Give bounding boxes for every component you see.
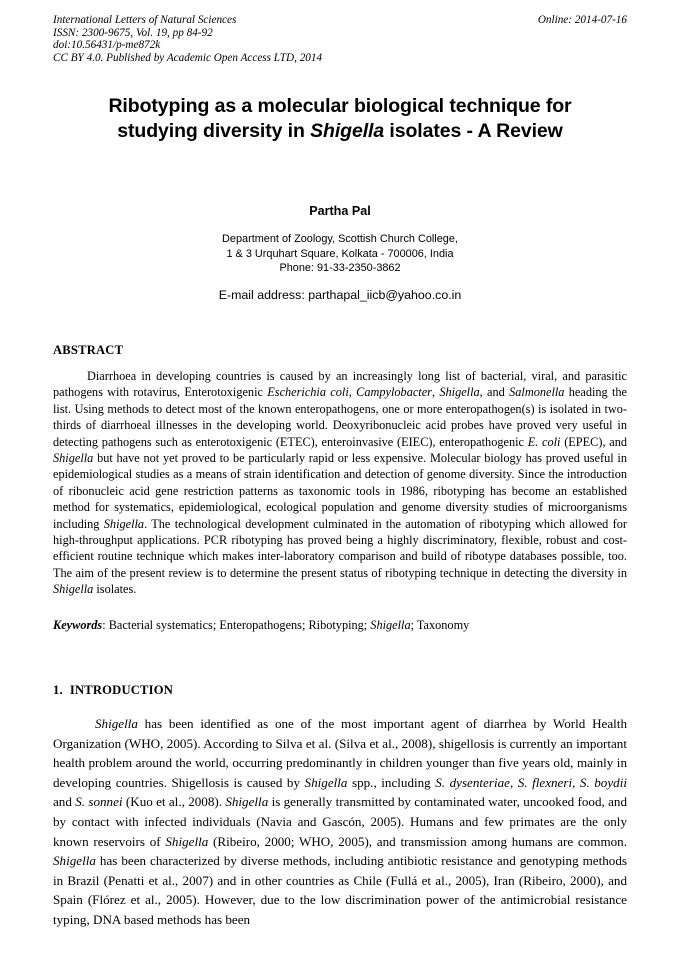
intro-text-c: and — [53, 794, 76, 810]
section-number: 1. — [53, 683, 63, 698]
title-line-2-suffix: isolates - A Review — [384, 120, 563, 143]
intro-text-f: (Ribeiro, 2000; WHO, 2005), and transmission among humans are common. — [208, 833, 628, 849]
abstract-italic-4: Salmonella — [509, 385, 565, 400]
abstract-text-a: Diarrhoea in developing countries is caused by an increasingly long list of bacterial, viral, and parasitic pathogens with rotavirus, Enterotoxigenic — [53, 368, 627, 400]
abstract-text-e: heading the list. Using methods to detect most of the known enteropathogens, one or more enteropathogen(s) is isolated in two-thirds of diarrhoeal illnesses in the developing world. Deoxyribonucleic acid probes have proved very useful in detecting pathogens such as enterotoxigenic (ETEC), enteroinvasive (EIEC), enteropathogenic — [53, 385, 628, 449]
abstract-text-d: , and — [479, 385, 510, 400]
intro-italic-6: Shigella — [165, 833, 209, 849]
affiliation-line-1: Department of Zoology, Scottish Church College, — [222, 233, 458, 246]
abstract-text-c: , — [431, 385, 440, 400]
abstract-italic-1: Escherichia coli — [267, 385, 349, 400]
keywords-label: Keywords — [53, 617, 103, 632]
abstract-text-j: isolates. — [93, 582, 137, 597]
abstract-italic-5: E. coli — [527, 434, 561, 449]
intro-text-g: has been characterized by diverse methods, including antibiotic resistance and genotyping methods in Brazil (Penatti et al., 2007) and in other countries as Chile (Fullá et al., 2005), Iran (Ribeiro, 2000), and Spain (Flórez et al., 2005). However, due to the low discrimination power of the antimicrobial resistance typing, DNA based methods has been — [53, 853, 627, 928]
intro-text-e: is generally transmitted by contaminated water, uncooked food, and by contact with infected individuals (Navia and Gascón, 2005). Humans and few primates are the only known reservoirs of — [53, 794, 627, 849]
intro-text-d: (Kuo et al., 2008). — [122, 794, 226, 810]
author-block — [53, 204, 627, 303]
abstract-text-f: (EPEC), and — [560, 434, 628, 449]
license-line: CC BY 4.0. Published by Academic Open Access LTD, 2014 — [53, 51, 323, 64]
abstract-text-b: , — [348, 385, 357, 400]
title-line-1: Ribotyping as a molecular biological technique for — [108, 95, 572, 118]
intro-italic-1: Shigella — [95, 716, 138, 732]
abstract-italic-3: Shigella — [439, 385, 480, 400]
intro-text-a: has been identified as one of the most important agent of diarrhea by World Health Organization (WHO, 2005). According to Silva et al. (Silva et al., 2008), shigellosis is currently an important health problem around the world, occurring predominantly in children younger than five years old, mainly in developing countries. Shigellosis is caused by — [53, 716, 627, 790]
title-organism-name: Shigella — [310, 120, 385, 143]
author-email: E-mail address: parthapal_iicb@yahoo.co.in — [218, 287, 462, 302]
section-title: INTRODUCTION — [69, 683, 174, 698]
doi-line: doi:10.56431/p-me872k — [53, 39, 161, 52]
keywords-line — [53, 617, 627, 633]
intro-italic-4: S. sonnei — [75, 794, 123, 810]
journal-header — [53, 14, 627, 64]
introduction-paragraph — [53, 714, 627, 930]
online-date: Online: 2014-07-16 — [537, 14, 627, 26]
page-content — [53, 14, 627, 930]
intro-italic-3: S. dysenteriae, S. flexneri, S. boydii — [435, 774, 627, 790]
keywords-italic: Shigella — [370, 617, 411, 632]
abstract-italic-2: Campylobacter — [356, 385, 432, 400]
author-phone: Phone: 91-33-2350-3862 — [279, 261, 401, 274]
abstract-italic-8: Shigella — [53, 582, 94, 597]
abstract-paragraph — [53, 368, 627, 598]
abstract-text-g: but have not yet proved to be particularly rapid or less expensive. Molecular biology has proved useful in epidemiological studies as a means of strain identification and detection of genome diversity. Since the introduction of ribonucleic acid gene restriction patterns as taxonomic tools in 1986, ribotyping has become an established method for systematics, epidemiological, ecological population and genome diversity studies of microorganisms including — [53, 451, 627, 531]
abstract-text-h: . The technological development culminated in the automation of ribotyping which allowed for high-throughput applications. PCR ribotyping has proved being a highly discriminatory, flexible, robust and cost-efficient routine technique which makes inter-laboratory comparison and build of ribotype databases possible, too. The aim of the present review is to determine the present status of ribotyping technique in detecting the diversity in — [53, 516, 627, 580]
title-line-2-prefix: studying diversity in — [117, 120, 311, 143]
issn-line: ISSN: 2300-9675, Vol. 19, pp 84-92 — [53, 26, 213, 39]
author-affiliation — [53, 232, 627, 275]
abstract-heading: ABSTRACT — [53, 342, 124, 357]
section-heading-introduction — [53, 683, 627, 698]
author-name: Partha Pal — [309, 204, 371, 219]
intro-italic-2: Shigella — [304, 774, 348, 790]
page-title — [53, 94, 627, 144]
abstract-italic-7: Shigella — [103, 516, 145, 531]
intro-italic-5: Shigella — [225, 794, 269, 810]
keywords-text-b: ; Taxonomy — [410, 617, 470, 632]
abstract-italic-6: Shigella — [53, 451, 94, 466]
keywords-text-a: : Bacterial systematics; Enteropathogens; Ribotyping; — [102, 617, 371, 632]
affiliation-line-2: 1 & 3 Urquhart Square, Kolkata - 700006, India — [226, 247, 454, 260]
intro-italic-7: Shigella — [53, 853, 96, 869]
intro-text-b: spp., including — [347, 774, 436, 790]
journal-name: International Letters of Natural Sciences — [53, 14, 237, 26]
